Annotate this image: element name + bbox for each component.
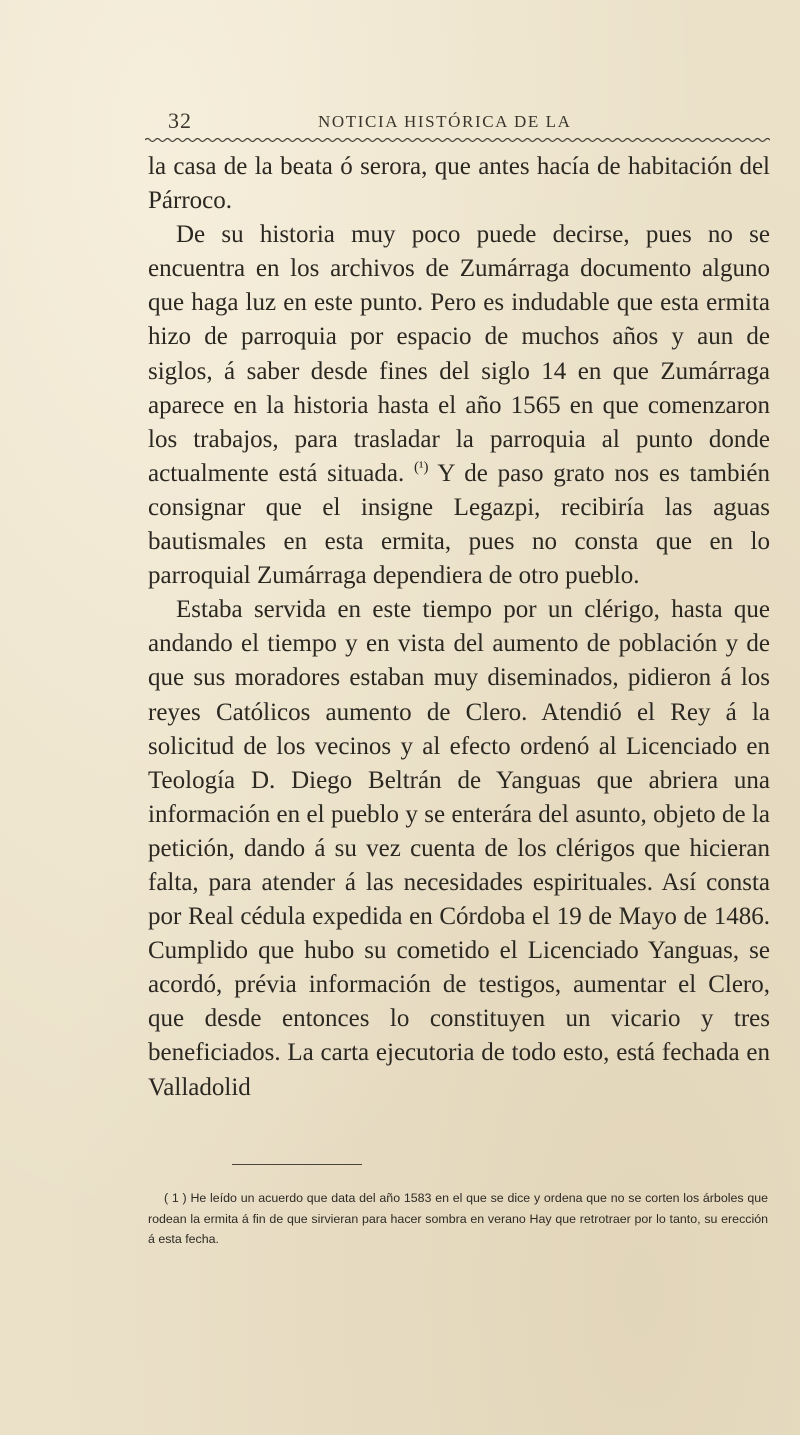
footnote-reference: (¹) [414,459,429,476]
main-text [148,150,770,1105]
paragraph: Estaba servida en este tiempo por un clérigo, hasta que andando el tiempo y en vista del aumento de población y de que sus moradores estaban muy diseminados, pidieron á los reyes Católicos aumento de Clero. Atendió el Rey á la solicitud de los vecinos y al efecto ordenó al Licenciado en Teología D. Diego Beltrán de Yanguas que abriera una información en el pueblo y se enterára del asunto, objeto de la petición, dando á su vez cuenta de los clérigos que hicieran falta, para atender á las necesidades espirituales. Así consta por Real cédula expedida en Córdoba el 19 de Mayo de 1486. Cumplido que hubo su cometido el Licenciado Yanguas, se acordó, prévia información de testigos, aumentar el Clero, que desde entonces lo constituyen un vicario y tres beneficiados. La carta ejecutoria de todo esto, está fechada en Valladolid [148,596,770,1101]
paragraph [148,218,770,593]
page-number: 32 [168,108,192,133]
header-ornamental-rule [145,137,770,143]
paragraph-text: De su historia muy poco puede decirse, pues no se encuentra en los archivos de Zumárraga documento alguno que haga luz en este punto. Pero es indudable que esta ermita hizo de parroquia por espacio de muchos años y aun de siglos, á saber desde fines del siglo 14 en que Zumárraga aparece en la historia hasta el año 1565 en que comenzaron los trabajos, para trasladar la parroquia al punto donde actualmente está situada. [148,221,770,487]
paragraph-text: Y de paso grato nos es también consignar que el insigne Legazpi, recibiría las aguas bautismales en esta ermita, pues no consta que en lo parroquial Zumárraga dependiera de otro pueblo. [148,459,771,590]
footnote-text: ( 1 ) He leído un acuerdo que data del año 1583 en el que se dice y ordena que no se corten los árboles que rodean la ermita á fin de que sirvieran para hacer sombra en verano Hay que retrotraer por lo tanto, su erección á esta fecha. [148,1191,768,1246]
footnote-separator [232,1164,362,1165]
footnote [148,1188,768,1250]
page-header [145,108,770,138]
paragraph: la casa de la beata ó serora, que antes hacía de habitación del Párroco. [148,153,770,215]
running-title: NOTICIA HISTÓRICA DE LA [318,112,572,131]
